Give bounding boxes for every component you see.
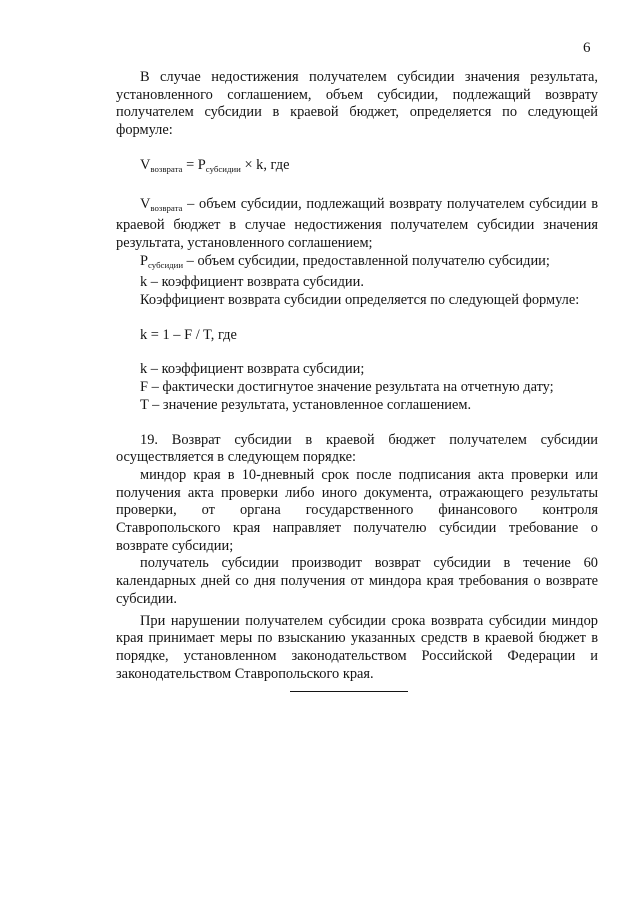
- formula-v-symbol: V: [140, 156, 151, 173]
- formula-equals: =: [182, 156, 198, 173]
- definition-k-first: k – коэффициент возврата субсидии.: [140, 274, 364, 291]
- spacer: [116, 140, 598, 157]
- k-formula-intro: Коэффициент возврата субсидии определяется по следующей формуле:: [140, 292, 580, 309]
- intro-paragraph: В случае недостижения получателем субсидии значения результата, установленного соглашением, объем субсидии, подлежащий возврату получателем субсидии в краевой бюджет, определяется по следующей формуле:: [116, 69, 598, 139]
- violation-paragraph: При нарушении получателем субсидии срока возврата субсидии миндор края принимает меры по взысканию указанных средств в краевой бюджет в порядке, установленном законодательством Российской Федерации и законодательством Ставропольского края.: [116, 612, 598, 682]
- formula-p-symbol: P: [197, 156, 206, 173]
- definition-p-text: – объем субсидии, предоставленной получателю субсидии;: [183, 252, 550, 269]
- formula-p-subscript: субсидии: [205, 163, 241, 174]
- definition-k-second: k – коэффициент возврата субсидии;: [140, 361, 365, 378]
- item-19: 19. Возврат субсидии в краевой бюджет получателем субсидии осуществляется в следующем порядке:: [116, 431, 598, 466]
- definition-v-subscript: возврата: [150, 202, 183, 213]
- item-19-step-repayment: получатель субсидии производит возврат субсидии в течение 60 календарных дней со дня получения от миндора края требования о возврате субсидии.: [116, 555, 598, 607]
- formula-v-subscript: возврата: [150, 163, 183, 174]
- document-body: [116, 69, 598, 683]
- spacer: [116, 179, 598, 196]
- item-19-step-notice: миндор края в 10-дневный срок после подписания акта проверки или получения акта проверки либо иного документа, отражающего результаты проверки, от органа государственного финансового контроля Ставропольского края направляет получателю субсидии требование о возврате субсидии;: [116, 466, 598, 554]
- spacer: [116, 415, 598, 432]
- definition-p-subscript: субсидии: [148, 259, 184, 270]
- formula-return-volume: [140, 157, 598, 179]
- spacer: [116, 344, 598, 361]
- definition-p-symbol: P: [140, 252, 149, 269]
- formula-rest: × k, где: [240, 156, 290, 173]
- page-number: 6: [583, 40, 591, 56]
- definition-v: [116, 196, 598, 253]
- definition-v-text: – объем субсидии, подлежащий возврату получателем субсидии в краевой бюджет в случае недостижения получателем субсидии значения результата, установленного соглашением;: [116, 195, 598, 251]
- end-of-document-rule: [290, 691, 408, 692]
- definition-v-symbol: V: [140, 195, 151, 212]
- formula-k: k = 1 – F / T, где: [140, 326, 237, 343]
- definition-t: T – значение результата, установленное соглашением.: [140, 396, 472, 413]
- spacer: [116, 310, 598, 327]
- definition-f: F – фактически достигнутое значение результата на отчетную дату;: [140, 379, 554, 396]
- definition-p: [116, 253, 598, 275]
